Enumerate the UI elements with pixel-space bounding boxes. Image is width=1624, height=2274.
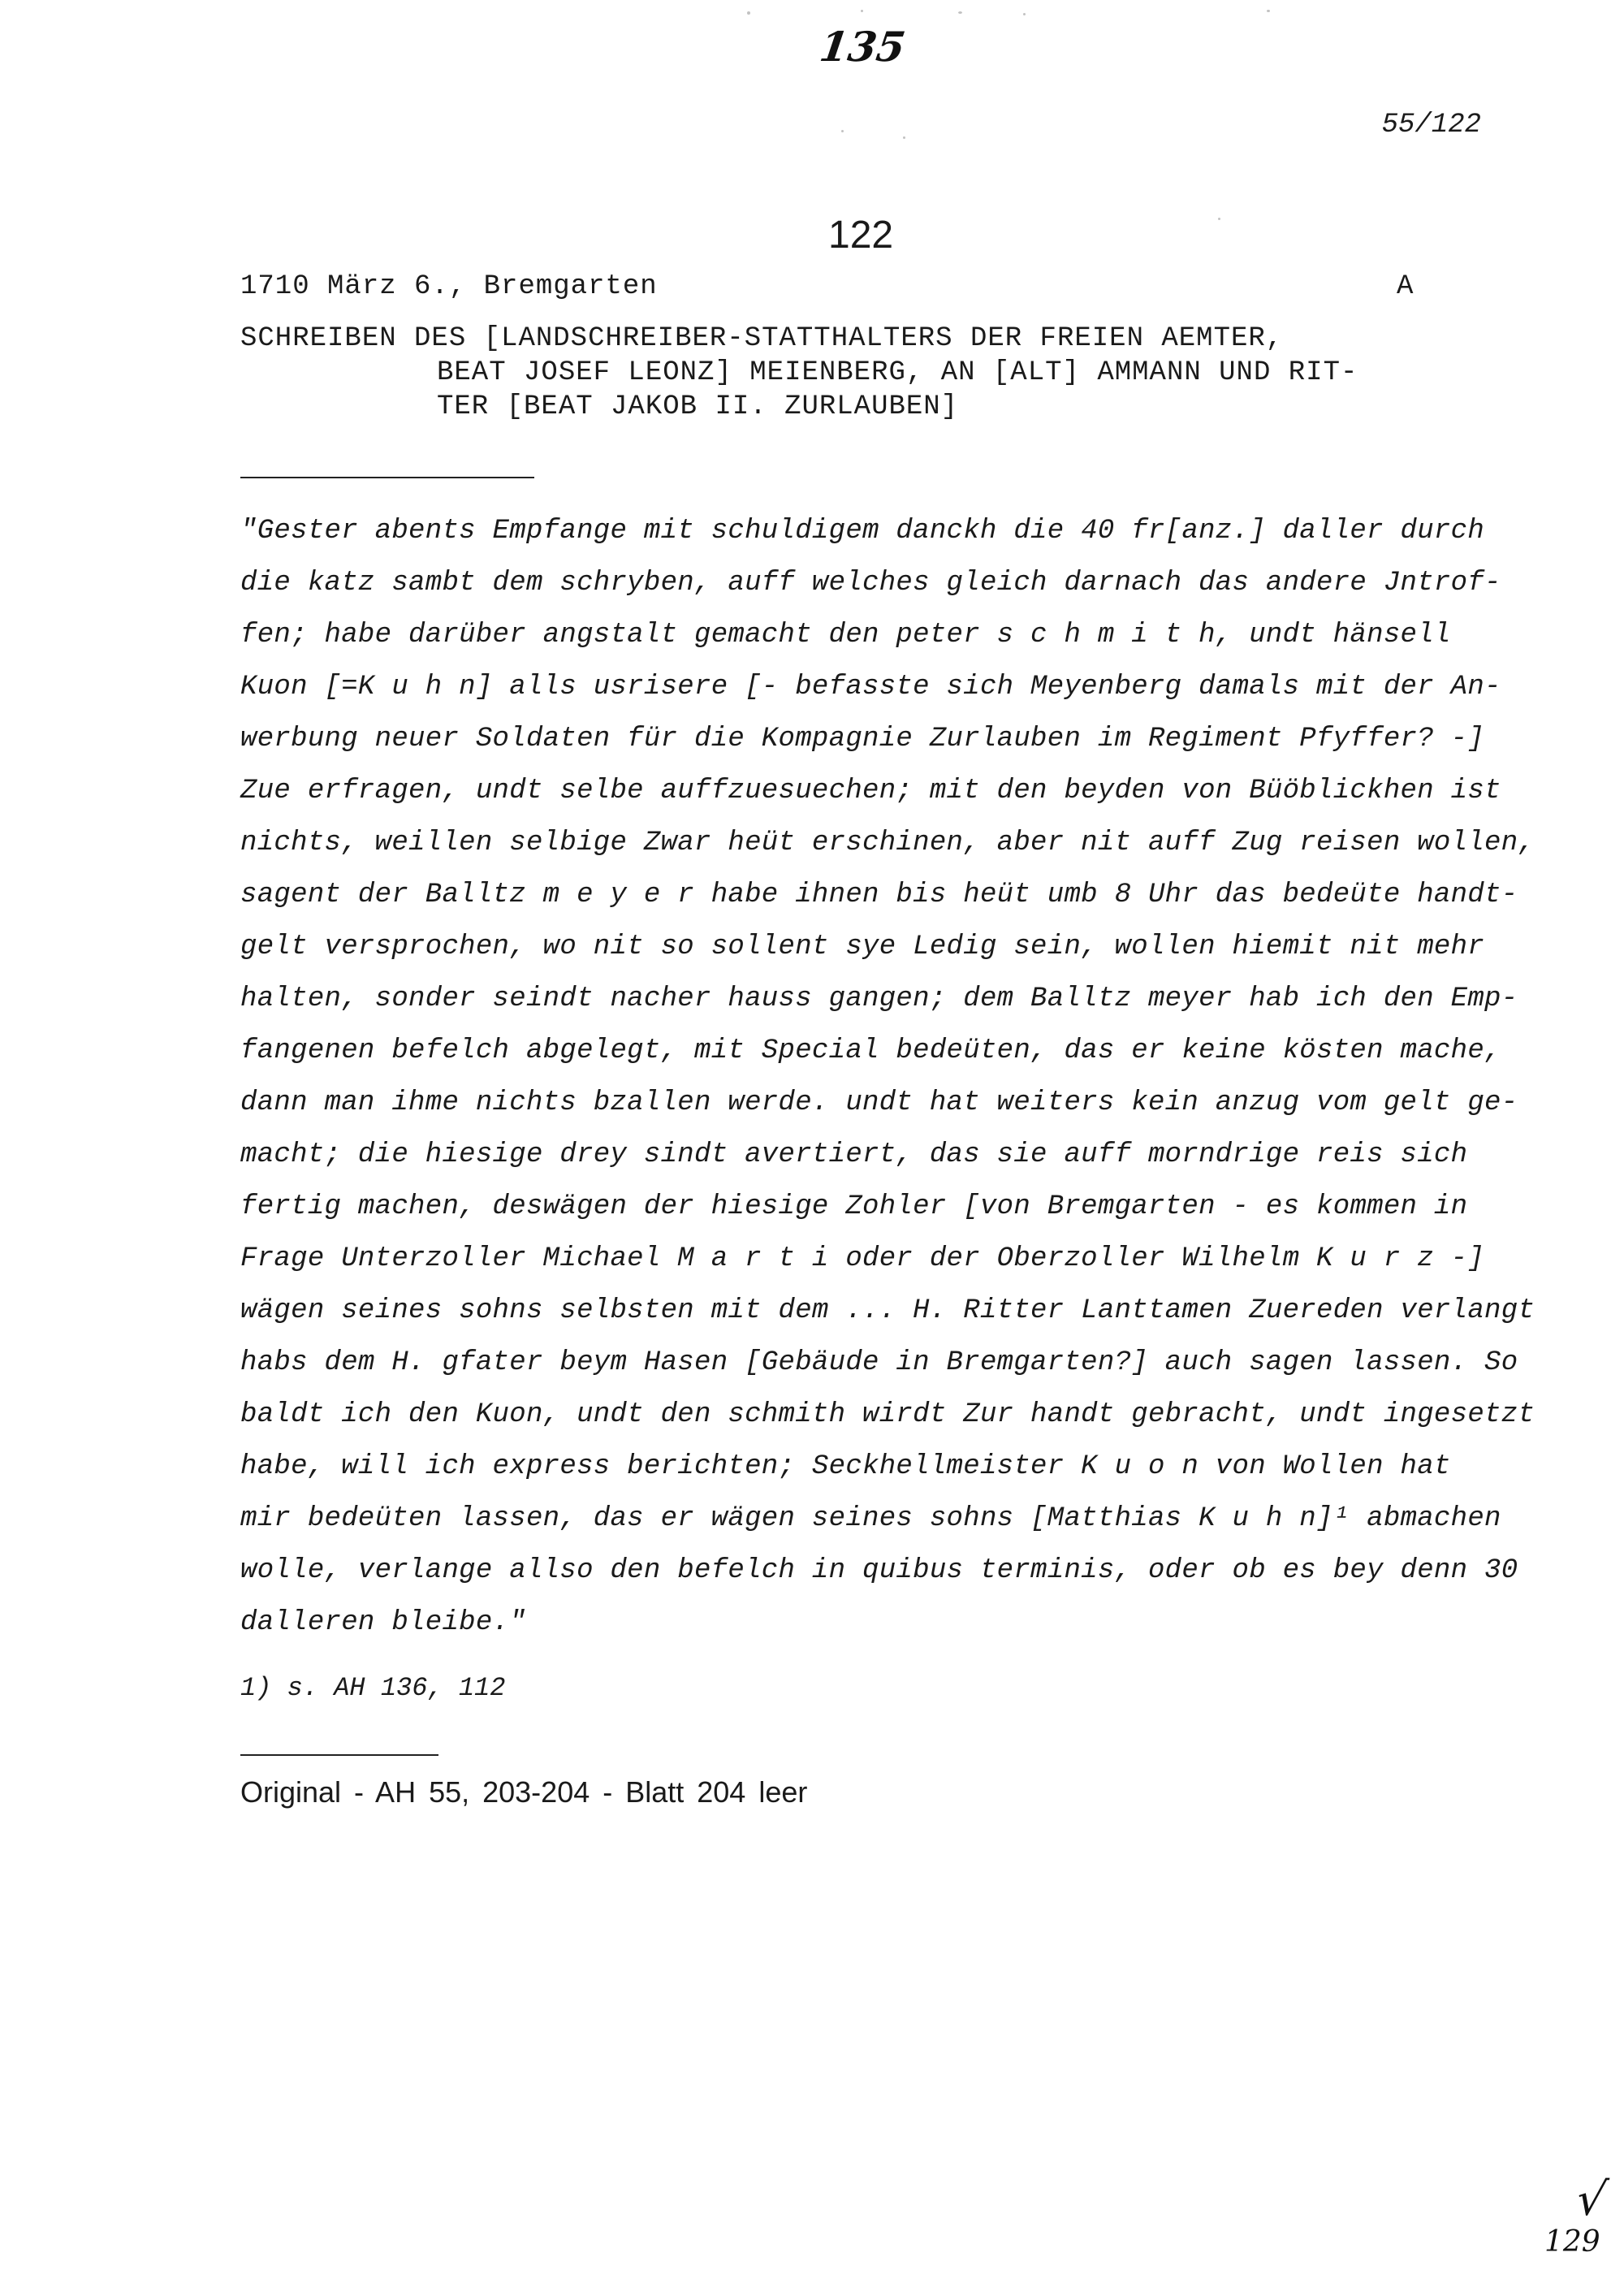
letter-body-line: fertig machen, deswägen der hiesige Zohler [von Bremgarten - es kommen in — [240, 1191, 1468, 1222]
letter-body-line: fen; habe darüber angstalt gemacht den peter s c h m i t h, undt hänsell — [240, 620, 1451, 651]
scan-speck — [1023, 13, 1026, 15]
letter-body-line: halten, sonder seindt nacher hauss gangen; dem Balltz meyer hab ich den Emp- — [240, 984, 1518, 1014]
scan-speck — [861, 10, 863, 12]
letter-body-line: Zue erfragen, undt selbe auffzuesuechen; mit den beyden von Büöblickhen ist — [240, 776, 1501, 806]
letter-body-line: wolle, verlange allso den befelch in quibus terminis, oder ob es bey denn 30 — [240, 1555, 1518, 1586]
handwritten-folio-number: 135 — [816, 23, 909, 71]
source-citation: Original - AH 55, 203-204 - Blatt 204 leer — [240, 1775, 808, 1809]
scan-speck — [1267, 10, 1270, 12]
handwritten-page-number: 129 — [1544, 2225, 1600, 2259]
letter-body-line: habs dem H. gfater beym Hasen [Gebäude in Bremgarten?] auch sagen lassen. So — [240, 1347, 1518, 1378]
letter-body-line: habe, will ich express berichten; Seckhellmeister K u o n von Wollen hat — [240, 1451, 1451, 1482]
letter-body-line: macht; die hiesige drey sindt avertiert, das sie auff morndrige reis sich — [240, 1139, 1468, 1170]
reference-number: 55/122 — [1381, 110, 1481, 141]
scan-speck — [1218, 218, 1220, 220]
letter-body-line: dann man ihme nichts bzallen werde. undt hat weiters kein anzug vom gelt ge- — [240, 1087, 1518, 1118]
document-title-line: BEAT JOSEF LEONZ] MEIENBERG, AN [ALT] AMMANN UND RIT- — [437, 357, 1358, 388]
letter-body-line: dalleren bleibe." — [240, 1607, 526, 1638]
scan-speck — [841, 130, 844, 132]
letter-body-line: wägen seines sohns selbsten mit dem ... H. Ritter Lanttamen Zuereden verlangt — [240, 1295, 1535, 1326]
document-number: 122 — [828, 214, 894, 257]
separator-rule — [240, 477, 534, 478]
letter-body-line: Kuon [=K u h n] alls usrisere [- befasste sich Meyenberg damals mit der An- — [240, 672, 1501, 703]
classification-letter: A — [1397, 271, 1415, 302]
letter-body-line: nichts, weillen selbige Zwar heüt erschinen, aber nit auff Zug reisen wollen, — [240, 828, 1535, 858]
date-place-line: 1710 März 6., Bremgarten — [240, 271, 658, 302]
letter-body-line: sagent der Balltz m e y e r habe ihnen bis heüt umb 8 Uhr das bedeüte handt- — [240, 880, 1518, 910]
handwritten-checkmark: √ — [1572, 2173, 1611, 2226]
letter-body — [240, 505, 1540, 1649]
document-title-line: SCHREIBEN DES [LANDSCHREIBER-STATTHALTERS DER FREIEN AEMTER, — [240, 323, 1284, 354]
letter-body-line: gelt versprochen, wo nit so sollent sye Ledig sein, wollen hiemit nit mehr — [240, 932, 1485, 962]
document-title-line: TER [BEAT JAKOB II. ZURLAUBEN] — [437, 391, 959, 422]
letter-body-line: die katz sambt dem schryben, auff welches gleich darnach das andere Jntrof- — [240, 568, 1501, 599]
letter-body-line: werbung neuer Soldaten für die Kompagnie Zurlauben im Regiment Pfyffer? -] — [240, 724, 1485, 754]
letter-body-line: fangenen befelch abgelegt, mit Special bedeüten, das er keine kösten mache, — [240, 1035, 1501, 1066]
letter-body-line: Frage Unterzoller Michael M a r t i oder der Oberzoller Wilhelm K u r z -] — [240, 1243, 1485, 1274]
scan-speck — [903, 136, 905, 139]
separator-rule — [240, 1754, 438, 1756]
letter-body-line: baldt ich den Kuon, undt den schmith wirdt Zur handt gebracht, undt ingesetzt — [240, 1399, 1535, 1430]
letter-body-line: mir bedeüten lassen, das er wägen seines sohns [Matthias K u h n]¹ abmachen — [240, 1503, 1501, 1534]
letter-body-line: "Gester abents Empfange mit schuldigem danckh die 40 fr[anz.] daller durch — [240, 516, 1485, 547]
scan-speck — [958, 11, 962, 14]
footnote: 1) s. AH 136, 112 — [240, 1673, 506, 1703]
scan-speck — [747, 11, 750, 15]
